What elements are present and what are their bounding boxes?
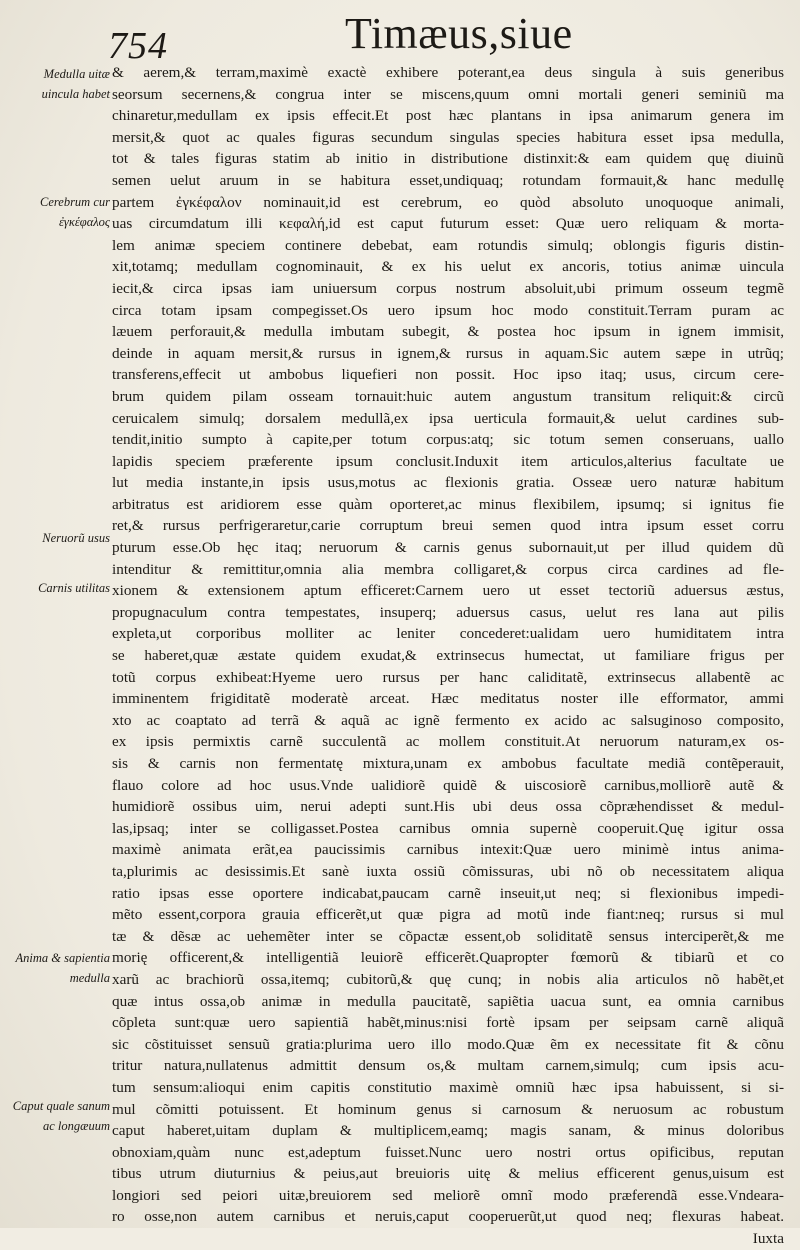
text-line: tibus utrum diuturnius & peius,aut breuioris uitę & melius efficerent genus,uisum est: [112, 1165, 784, 1183]
text-line: seorsum secernens,& congrua inter se miscens,quum omni mortali generi seminiũ ma: [112, 85, 784, 103]
text-line: tum sensum:alioqui enim capitis constitutio maximè omniũ hæc ipsa habuissent, si si-: [112, 1078, 784, 1096]
text-line: xto ac coaptato ad terrã & aquã ac ignẽ fermento ex acido ac salsuginoso composito,: [112, 711, 784, 729]
margin-note: Caput quale sanum ac longæuum: [12, 1099, 110, 1133]
main-text-block: [112, 62, 784, 1250]
text-line: Iuxta: [752, 1230, 784, 1248]
text-line: totũ corpus exhibeat:Hyeme uero rursus per hanc caliditatẽ, extrinsecus allabentẽ ac: [112, 668, 784, 686]
text-line: ratio ipsas esse oportere indicabat,paucam carnẽ inseuit,ut neq; si flexionibus impedi-: [112, 884, 784, 902]
text-line: tæ & dẽsæ ac uehemẽter inter se cõpactæ essent,ob soliditatẽ sensus interciperẽt,& me: [112, 927, 784, 945]
text-line: cõpleta sunt:quæ uero sapientiã habẽt,minus:nisi fortè ipsam per seipsam carnẽ aliquã: [112, 1014, 784, 1032]
text-line: deinde in aquam mersit,& rursus in ignem,& rursus in aquam.Sic autem sæpe in utrũq;: [112, 344, 784, 362]
margin-note: Carnis utilitas: [38, 581, 110, 595]
text-line: arbitratus est aridiorem esse quàm oporteret,ac minus flexibilem, ipsumq; si ignitus fie: [112, 495, 784, 513]
margin-note: Neruorũ usus: [42, 531, 110, 545]
text-line: las,ipsaq; inter se colligasset.Postea carnibus omnia supernè cooperuit.Quę igitur ossa: [112, 819, 784, 837]
margin-note: Anima & sapientia medulla: [15, 951, 110, 985]
text-line: semen uelut aruum in se habitura esset,undiquaq; rotundam formauit,& hanc medullę: [112, 171, 784, 189]
text-line: ceruicalem simulq; dorsalem medullã,ex ipsa uerticula formauit,& uelut cardines sub-: [112, 409, 784, 427]
text-line: pturum esse.Ob hęc itaq; neruorum & carnis genus subornauit,ut per illud quidem dũ: [112, 539, 784, 557]
text-line: uas circumdatum illi κεφαλή,id est caput futurum esset: Quæ uero reliquam & morta-: [112, 215, 784, 233]
text-line: xarũ ac brachiorũ ossa,itemq; cubitorũ,& quę cunq; in nobis alia articulos nõ habẽt,et: [112, 970, 784, 988]
text-line: partem ἐγκέφαλον nominauit,id est cerebrum, eo quòd absoluto unoquoque animali,: [112, 193, 784, 211]
text-line: ret,& rursus perfrigeraretur,carie corruptum breui semen quod intra ipsum esset corru: [112, 517, 784, 535]
text-line: lut media instante,in ipsis usus,motus ac flexionis gratia. Osseæ uero naturæ habitum: [112, 474, 784, 492]
text-line: ro osse,non autem carnibus et neruis,caput cooperuerũt,ut quod neq; flexuras habeat.: [112, 1208, 784, 1226]
text-line: longiori sed peiori uitæ,breuiorem sed meliorẽ omnĩ modo præferendã esse.Vndeara-: [112, 1186, 784, 1204]
text-line: ta,plurimis ac desissimis.Et sanè iuxta ossiũ cõmissuras, ubi nõ ob necessitatem aliqua: [112, 862, 784, 880]
text-line: ex ipsis permixtis carnẽ succulentã ac mollem constituit.At neruorum naturam,ex os-: [112, 733, 784, 751]
text-line: brum quidem pilam osseam tornauit:huic autem angustum transitum reliquit:& circũ: [112, 387, 784, 405]
text-line: caput haberet,uitam duplam & multiplicem,eamq; magis sanam, & minus doloribus: [112, 1122, 784, 1140]
text-line: morię officerent,& intelligentiã leuiorẽ efficerẽt.Quapropter fœmorũ & tibiarũ et co: [112, 949, 784, 967]
text-line: humidiorẽ ossibus uim, nerui adepti sunt.His ubi deus ossa cõpræhendisset & medul-: [112, 798, 784, 816]
text-line: xit,totamq; medullam cognominauit, & ex his uelut ex ancoris, totius animæ uincula: [112, 258, 784, 276]
text-line: lem animæ speciem continere debebat, eam rotundis simulq; oblongis figuris distin-: [112, 236, 784, 254]
text-line: mul cõmitti potuissent. Et hominum genus si carnosum & neruosum ac robustum: [112, 1100, 784, 1118]
text-line: imminentem frigiditatẽ moderatè arceat. Hæc meditatus noster ille efformator, ammi: [112, 690, 784, 708]
text-line: intenditur & remittitur,omnia alia membra colligaret,& corpus circa cardines ad fle-: [112, 560, 784, 578]
running-title: Timæus,siue: [345, 9, 573, 58]
text-line: sis & carnis non fermentatę mixtura,unam ex ambobus facultate mediã contẽperauit,: [112, 755, 784, 772]
text-line: lapidis speciem præferente ipsum conclusit.Induxit item articulos,alterius facultate ue: [112, 452, 784, 470]
text-line: xionem & extensionem aptum efficeret:Carnem uero ut esset tectoriũ aduersus æstus,: [112, 582, 784, 600]
text-line: mẽto essent,corpora grauia efficerẽt,ut quæ pigra ad motũ inde fiant:neq; rursus si mul: [112, 906, 784, 924]
page-number: 754: [108, 25, 168, 67]
text-line: propugnaculum contra tempestates, insuperq; aduersus casus, uelut res lana aut pilis: [112, 603, 784, 621]
text-line: expleta,ut corporibus molliter ac leniter concederet:ualidam uero humiditatem intra: [112, 625, 784, 643]
text-line: & aerem,& terram,maximè exactè exhibere poterant,ea deus singula à suis generibus: [112, 64, 784, 81]
text-line: obnoxiam,quàm nunc est,adeptum fuisset.Nunc uero nostri ortus opificibus, reputan: [112, 1143, 784, 1161]
text-line: tot & tales figuras statim ab initio in distributione distinxit:& eam quidem quę diuinũ: [112, 150, 784, 168]
text-line: circa totam ipsam compegisset.Os uero ipsum hoc modo constituit.Terram puram ac: [112, 301, 784, 319]
text-line: iecit,& circa ipsas iam uniuersum corpus nostrum absoluit,ubi primum osseum tegmẽ: [112, 279, 784, 297]
text-line: transferens,effecit ut ambobus liquefieri non possit. Hoc ipso itaq; usus, circum cere-: [112, 366, 784, 384]
text-line: se haberet,quæ æstate quidem exudat,& extrinsecus humectat, ut familiare frigus per: [112, 647, 784, 665]
margin-note: Medulla uitæ uincula habet: [41, 67, 110, 101]
text-line: quæ intus ossa,ob animæ in medulla paucitatẽ, sapiẽtia uacua sunt, ea omnia carnibus: [112, 992, 784, 1010]
text-line: tritur natura,nullatenus admittit densum os,& multam carnem,simulq; cum ipsis acu-: [112, 1057, 784, 1075]
text-line: læuem perforauit,& medulla imbutam subegit, & postea hoc ipsum in ignem immisit,: [112, 323, 784, 341]
text-line: mersit,& quot ac quales figuras secundum singulas species habitura esset ipsa medulla,: [112, 128, 784, 146]
text-line: tendit,initio sumpto à capite,per totum corpus:atq; sic totum semen conseruans, uallo: [112, 431, 784, 449]
margin-note: Cerebrum cur ἐγκέφαλος: [39, 195, 110, 229]
text-line: chinaretur,medullam ex ipsis effecit.Et post hæc plantans in ipsa animarum genera im: [112, 107, 784, 125]
text-line: sic cõstituisset sensuũ gratia:plurima uero illo modo.Quæ ẽm ex necessitate fit & cõnu: [112, 1035, 784, 1053]
text-line: flauo colore ad hoc usus.Vnde ualidiorẽ quidẽ & uiscosiorẽ carnibus,molliorẽ autẽ &: [112, 776, 784, 794]
text-line: maximè animata erãt,ea paucissimis carnibus intexit:Quæ uero minimè intus anima-: [112, 841, 784, 859]
margin-notes: [0, 0, 110, 1228]
